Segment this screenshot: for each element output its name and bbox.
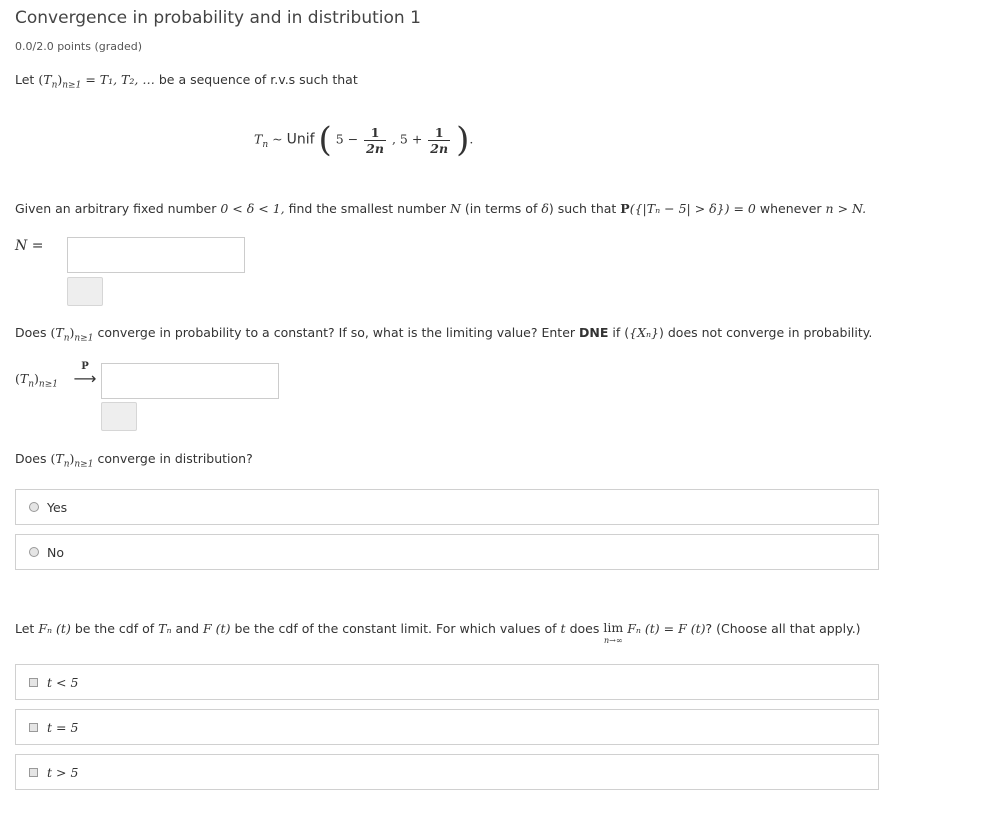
fraction-1: $\frac{1}{2n}$ [366, 124, 384, 156]
sequence-expression: = T₁, T₂, … [85, 72, 155, 87]
distribution-equation: $T_n$ ∼ Unif ( 5 − $\frac{1}{2n}$ , 5 + $\frac{1}{2n}$ ). [254, 120, 474, 160]
radio-yes[interactable] [29, 502, 39, 512]
part3-question: Does $(T_n)_{n\ge 1}$ converge in distribution? [15, 451, 253, 470]
points-status: 0.0/2.0 points (graded) [15, 40, 143, 53]
option-t-equal-5[interactable]: t = 5 [15, 709, 879, 745]
option-no[interactable]: No [15, 534, 879, 570]
intro-line: Let $(T_n)_{n\ge 1} = T_1$, T₂, … be a sequence of r.v.s such that [15, 72, 358, 91]
part2-question: Does $(T_n)_{n\ge 1}$ converge in probability to a constant? If so, what is the limiting value? Enter DNE if ({Xₙ}) does not converge in probability. [15, 325, 873, 344]
answer-label-N: N = [15, 238, 44, 254]
option-t-less-5[interactable]: t < 5 [15, 664, 879, 700]
checkbox-t-equal-5[interactable] [29, 723, 38, 732]
checkbox-t-greater-5[interactable] [29, 768, 38, 777]
option-yes[interactable]: Yes [15, 489, 879, 525]
sequence-notation: $(T_n)_{n\ge 1}$ [38, 72, 82, 91]
radio-no[interactable] [29, 547, 39, 557]
preview-button-2[interactable] [101, 402, 137, 431]
preview-button-1[interactable] [67, 277, 103, 306]
fraction-2: $\frac{1}{2n}$ [430, 124, 449, 156]
part4-question: Let Fₙ (t) be the cdf of Tₙ and F (t) be the cdf of the constant limit. For which values of t does lim n→∞ Fₙ (t) = F (t)? (Choose all that apply.) [15, 620, 861, 645]
option-t-greater-5[interactable]: t > 5 [15, 754, 879, 790]
part1-question: Given an arbitrary fixed number 0 < δ < 1, find the smallest number N (in terms of δ) such that P({|Tₙ − 5| > δ}) = 0 whenever n > N. [15, 201, 867, 216]
answer-input-N[interactable] [67, 237, 245, 273]
answer-input-limit[interactable] [101, 363, 279, 399]
arrow-in-probability: P ⟶ [73, 361, 97, 388]
checkbox-t-less-5[interactable] [29, 678, 38, 687]
problem-title: Convergence in probability and in distribution 1 [15, 8, 421, 28]
convergence-notation: $(T_n)_{n\ge 1}$ [15, 371, 58, 390]
